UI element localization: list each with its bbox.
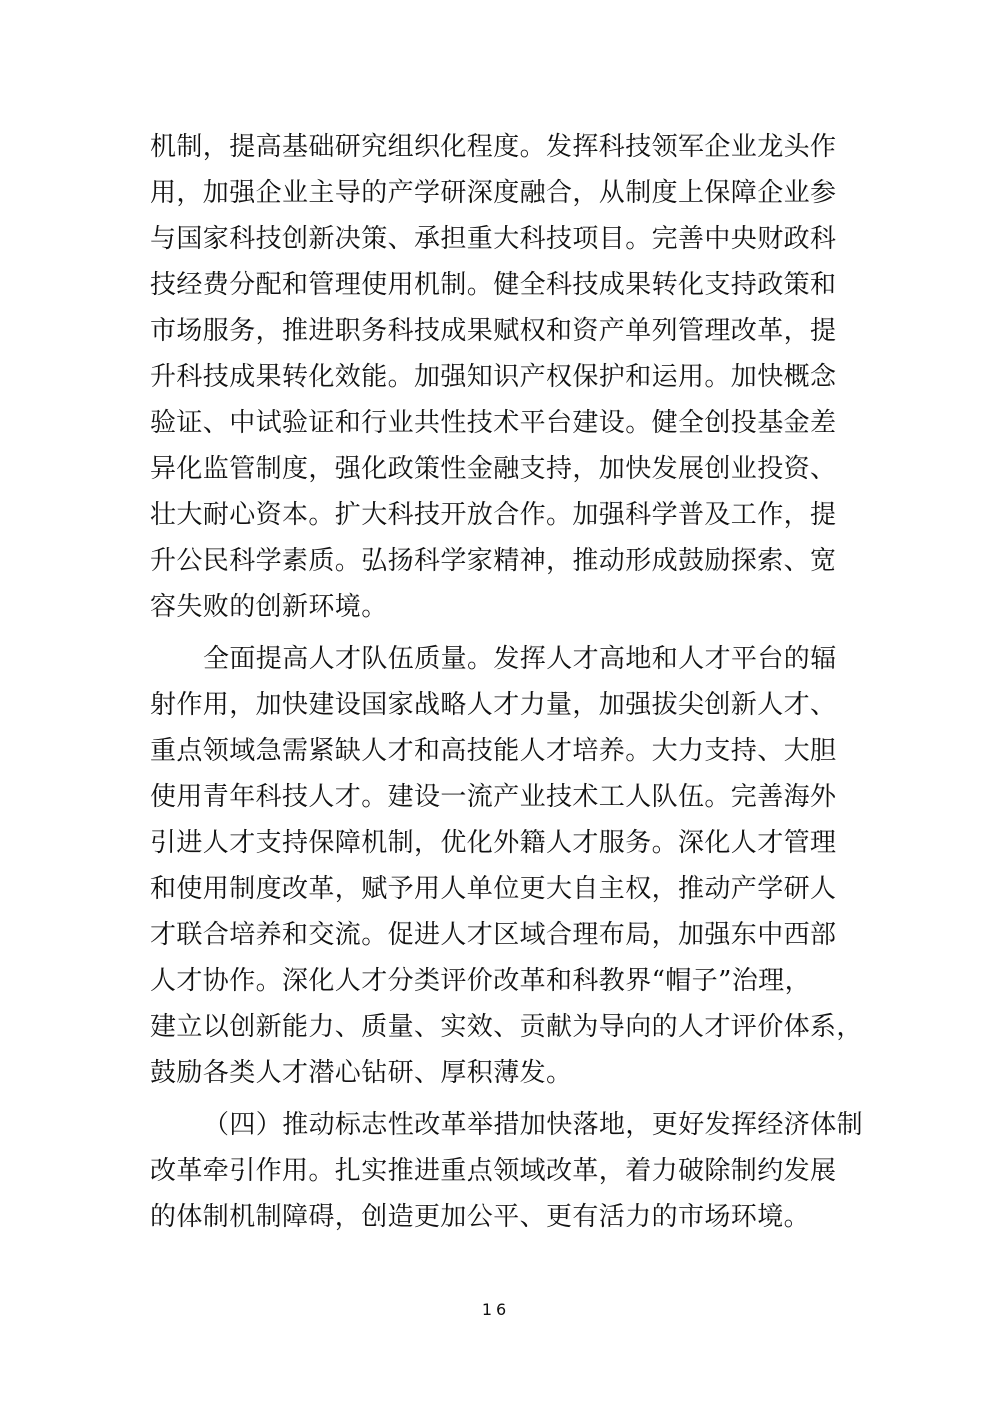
paragraph-1-line-4: 技经费分配和管理使用机制。健全科技成果转化支持政策和 <box>150 270 837 300</box>
paragraph-2-line-10: 鼓励各类人才潜心钻研、厚积薄发。 <box>150 1058 573 1088</box>
paragraph-2-line-1: 全面提高人才队伍质量。发挥人才高地和人才平台的辐 <box>203 644 837 674</box>
paragraph-1-line-2: 用，加强企业主导的产学研深度融合，从制度上保障企业参 <box>150 178 837 208</box>
paragraph-1-line-11: 容失败的创新环境。 <box>150 592 388 622</box>
paragraph-1-line-5: 市场服务，推进职务科技成果赋权和资产单列管理改革，提 <box>150 316 837 346</box>
paragraph-2-line-5: 引进人才支持保障机制，优化外籍人才服务。深化人才管理 <box>150 828 837 858</box>
paragraph-2-line-8: 人才协作。深化人才分类评价改革和科教界“帽子”治理， <box>150 966 811 996</box>
paragraph-1-line-3: 与国家科技创新决策、承担重大科技项目。完善中央财政科 <box>150 224 837 254</box>
paragraph-1-line-1: 机制，提高基础研究组织化程度。发挥科技领军企业龙头作 <box>150 132 837 162</box>
paragraph-1-line-6: 升科技成果转化效能。加强知识产权保护和运用。加快概念 <box>150 362 837 392</box>
paragraph-2-line-6: 和使用制度改革，赋予用人单位更大自主权，推动产学研人 <box>150 874 837 904</box>
paragraph-3-line-2: 改革牵引作用。扎实推进重点领域改革，着力破除制约发展 <box>150 1156 837 1186</box>
paragraph-1-line-10: 升公民科学素质。弘扬科学家精神，推动形成鼓励探索、宽 <box>150 546 837 576</box>
paragraph-1-line-9: 壮大耐心资本。扩大科技开放合作。加强科学普及工作，提 <box>150 500 837 530</box>
paragraph-2-line-7: 才联合培养和交流。促进人才区域合理布局，加强东中西部 <box>150 920 837 950</box>
paragraph-2-line-9: 建立以创新能力、质量、实效、贡献为导向的人才评价体系， <box>150 1012 863 1042</box>
page-number: 16 <box>481 1300 511 1319</box>
paragraph-3-line-1: （四）推动标志性改革举措加快落地，更好发挥经济体制 <box>203 1110 864 1140</box>
paragraph-1-line-7: 验证、中试验证和行业共性技术平台建设。健全创投基金差 <box>150 408 837 438</box>
paragraph-2-line-3: 重点领域急需紧缺人才和高技能人才培养。大力支持、大胆 <box>150 736 837 766</box>
paragraph-2-line-2: 射作用，加快建设国家战略人才力量，加强拔尖创新人才、 <box>150 690 837 720</box>
paragraph-3-line-3: 的体制机制障碍，创造更加公平、更有活力的市场环境。 <box>150 1202 811 1232</box>
paragraph-2-line-4: 使用青年科技人才。建设一流产业技术工人队伍。完善海外 <box>150 782 837 812</box>
paragraph-1-line-8: 异化监管制度，强化政策性金融支持，加快发展创业投资、 <box>150 454 837 484</box>
